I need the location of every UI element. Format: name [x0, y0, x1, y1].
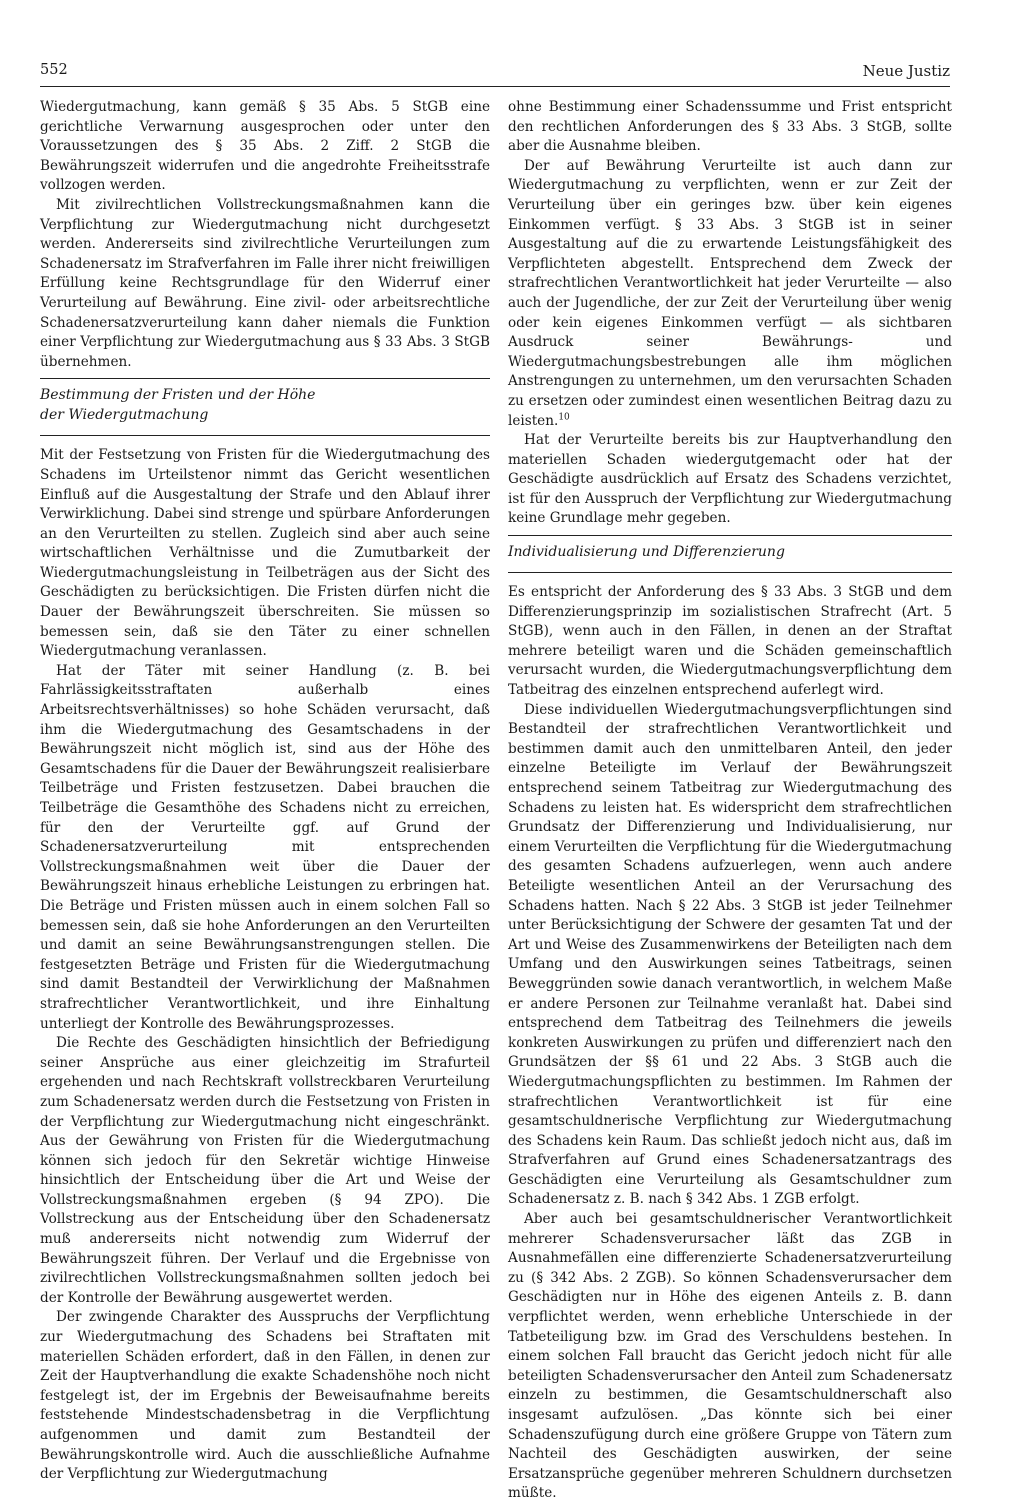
- section-heading-line: Individualisierung und Differenzierung: [508, 544, 785, 561]
- left-column: [40, 98, 490, 1485]
- paragraph: Hat der Täter mit seiner Handlung (z. B. bei Fahrlässigkeitsstraftaten außerhalb eines Arbeitsrechtsverhältnisses) so hohe Schäden verursacht, daß ihm die Wiedergutmachung des Gesamtschadens in der Bewährungszeit nicht möglich ist, sind aus der Höhe des Gesamtschadens für die Dauer der Bewährungszeit realisierbare Teilbeträge und Fristen festzusetzen. Dabei brauchen die Teilbeträge die Gesamthöhe des Schadens nicht zu erreichen, für den der Verurteilte ggf. auf Grund der Schadenersatzverurteilung mit entsprechenden Vollstreckungsmaßnahmen weit über die Dauer der Bewährungszeit hinaus erhebliche Leistungen zu erbringen hat. Die Beträge und Fristen müssen auch in einem solchen Fall so bemessen sein, daß sie hohe Anforderungen an den Verurteilten und damit an seine Bewährungsanstrengungen stellen. Die festgesetzten Beträge und Fristen für die Wiedergutmachung sind damit Bestandteil der Verwirklichung der Maßnahmen strafrechtlicher Verantwortlichkeit, und ihre Einhaltung unterliegt der Kontrolle des Bewährungsprozesses.: [40, 662, 490, 1032]
- journal-title: Neue Justiz: [862, 62, 950, 80]
- paragraph: ohne Bestimmung einer Schadenssumme und Frist entspricht den rechtlichen Anforderungen des § 33 Abs. 3 StGB, sollte aber die Ausnahme bleiben.: [508, 99, 952, 155]
- paragraph: Aber auch bei gesamtschuldnerischer Verantwortlichkeit mehrerer Schadensverursacher läßt das ZGB in Ausnahmefällen eine differenzierte Schadenersatzverurteilung zu (§ 342 Abs. 2 ZGB). So können Schadensverursacher dem Geschädigten nur in Höhe des eigenen Anteils z. B. dann verpflichtet werden, wenn erhebliche Unterschiede in der Tatbeteiligung bzw. im Grad des Verschuldens bestehen. In einem solchen Fall braucht das Gericht jedoch nicht für alle beteiligten Schadensverursacher den Anteil zum Schadenersatz einzeln zu bestimmen, die Gesamtschuldnerschaft also insgesamt aufzulösen. „Das könnte sich bei einer Schadenszufügung durch eine größere Gruppe von Tätern zum Nachteil des Geschädigten auswirken, der seine Ersatzansprüche gegenüber mehreren Schuldnern durchsetzen müßte.: [508, 1211, 952, 1502]
- paragraph: Mit der Festsetzung von Fristen für die Wiedergutmachung des Schadens im Urteilstenor nimmt das Gericht wesentlichen Einfluß auf die Ausgestaltung der Strafe und den Ablauf ihrer Verwirklichung. Dabei sind strenge und spürbare Anforderungen an den Verurteilten zu stellen. Zugleich sind aber auch seine wirtschaftlichen Verhältnisse und die Zumutbarkeit der Wiedergutmachungsleistung in Teilbeträgen aus der Sicht des Geschädigten zu berücksichtigen. Die Fristen dürfen nicht die Dauer der Bewährungszeit überschreiten. Sie müssen so bemessen sein, daß sie den Täter zu einer schnellen Wiedergutmachung veranlassen.: [40, 447, 490, 660]
- section-heading-line-1: Bestimmung der Fristen und der Höhe: [40, 387, 316, 404]
- paragraph: Diese individuellen Wiedergutmachungsverpflichtungen sind Bestandteil der strafrechtlichen Verantwortlichkeit und bestimmen damit auch den unmittelbaren Anteil, den jeder einzelne Beteiligte im Verlauf der Bewährungszeit entsprechend seinem Tatbeitrag zur Wiedergutmachung des Schadens zu leisten hat. Es widerspricht dem strafrechtlichen Grundsatz der Differenzierung und Individualisierung, nur einem Verurteilten die Verpflichtung für die Wiedergutmachung des gesamten Schadens aufzuerlegen, wenn auch andere Beteiligte wesentlichen Anteil an der Verursachung des Schadens hatten. Nach § 22 Abs. 3 StGB ist jeder Teilnehmer unter Berücksichtigung der Schwere der gesamten Tat und der Art und Weise des Zusammenwirkens der Beteiligten nach dem Umfang und den Auswirkungen seines Tatbeitrags, seinen Beweggründen sowie danach verantwortlich, in welchem Maße er andere Personen zur Teilnahme veranlaßt hat. Dabei sind entsprechend dem Tatbeitrag des Teilnehmers die jeweils konkreten Auswirkungen zu prüfen und differenziert nach den Grundsätzen der §§ 61 und 22 Abs. 3 StGB auch die Wiedergutmachungspflichten zu bestimmen. Im Rahmen der strafrechtlichen Verantwortlichkeit ist für eine gesamtschuldnerische Verpflichtung zur Wiedergutmachung des Schadens kein Raum. Das schließt jedoch nicht aus, daß im Strafverfahren auf Grund eines Schadenersatzantrags des Geschädigten eine Verurteilung als Gesamtschuldner zum Schadenersatz z. B. nach § 342 Abs. 1 ZGB erfolgt.: [508, 701, 952, 1208]
- section-heading: [508, 535, 952, 573]
- paragraph: Die Rechte des Geschädigten hinsichtlich der Befriedigung seiner Ansprüche aus einer gleichzeitig im Strafurteil ergehenden und nach Rechtskraft vollstreckbaren Verurteilung zum Schadenersatz werden durch die Festsetzung von Fristen in der Verpflichtung zur Wiedergutmachung nicht eingeschränkt. Aus der Gewährung von Fristen für die Wiedergutmachung können sich jedoch für den Sekretär wichtige Hinweise hinsichtlich der Entscheidung über die Art und Weise der Vollstreckungsmaßnahmen ergeben (§ 94 ZPO). Die Vollstreckung aus der Entscheidung über den Schadenersatz muß andererseits nicht notwendig zum Widerruf der Bewährungszeit führen. Der Verlauf und die Ergebnisse von zivilrechtlichen Vollstreckungsmaßnahmen sollten jedoch bei der Kontrolle der Bewährung ausgewertet werden.: [40, 1035, 490, 1306]
- page-number: 552: [40, 62, 68, 78]
- right-column: [508, 98, 952, 1504]
- paragraph: Hat der Verurteilte bereits bis zur Hauptverhandlung den materiellen Schaden wiedergutgemacht oder hat der Geschädigte ausdrücklich auf Ersatz des Schadens verzichtet, ist für den Ausspruch der Verpflichtung zur Wiedergutmachung keine Grundlage mehr gegeben.: [508, 432, 952, 527]
- paragraph: Es entspricht der Anforderung des § 33 Abs. 3 StGB und dem Differenzierungsprinzip im sozialistischen Strafrecht (Art. 5 StGB), wenn auch in den Fällen, in denen an der Straftat mehrere beteiligt waren und die Schäden gemeinschaftlich verursacht wurden, die Wiedergutmachungsverpflichtung dem Tatbeitrag des einzelnen entsprechend auferlegt wird.: [508, 584, 952, 699]
- footnote-marker: 10: [558, 411, 570, 422]
- page-header: [40, 62, 950, 87]
- paragraph: Der zwingende Charakter des Ausspruchs der Verpflichtung zur Wiedergutmachung des Schadens bei Straftaten mit materiellen Schäden erfordert, daß in den Fällen, in denen zur Zeit der Hauptverhandlung die exakte Schadenshöhe noch nicht festgelegt ist, der im Ergebnis der Beweisaufnahme bereits feststehende Mindestschadensbetrag in die Verpflichtung aufgenommen und damit zum Bestandteil der Bewährungskontrolle wird. Auch die ausschließliche Aufnahme der Verpflichtung zur Wiedergutmachung: [40, 1309, 490, 1483]
- paragraph: Wiedergutmachung, kann gemäß § 35 Abs. 5 StGB eine gerichtliche Verwarnung ausgesprochen oder unter den Voraussetzungen des § 35 Abs. 2 Ziff. 2 StGB die Bewährungszeit widerrufen und die angedrohte Freiheitsstrafe vollzogen werden.: [40, 99, 490, 194]
- paragraph: Mit zivilrechtlichen Vollstreckungsmaßnahmen kann die Verpflichtung zur Wiedergutmachung nicht durchgesetzt werden. Andererseits sind zivilrechtliche Verurteilungen zum Schadenersatz im Strafverfahren im Falle ihrer nicht freiwilligen Erfüllung keine Rechtsgrundlage für den Widerruf einer Verurteilung auf Bewährung. Eine zivil- oder arbeitsrechtliche Schadenersatzverurteilung kann daher niemals die Funktion einer Verpflichtung zur Wiedergutmachung aus § 33 Abs. 3 StGB übernehmen.: [40, 196, 490, 370]
- paragraph-text: Der auf Bewährung Verurteilte ist auch dann zur Wiedergutmachung zu verpflichten, wenn er zur Zeit der Verurteilung über ein geringes bzw. über kein eigenes Einkommen verfügt. § 33 Abs. 3 StGB ist in seiner Ausgestaltung auf die zu erwartende Leistungsfähigkeit des Verpflichteten abgestellt. Entsprechend dem Zweck der strafrechtlichen Verantwortlichkeit hat jeder Verurteilte — also auch der Jugendliche, der zur Zeit der Verurteilung über wenig oder kein eigenes Einkommen verfügt — als sichtbaren Ausdruck seiner Bewährungs- und Wiedergutmachungsbestrebungen alle ihm möglichen Anstrengungen zu unternehmen, um den verursachten Schaden zu ersetzen oder zumindest einen wesentlichen Beitrag dazu zu leisten.: [508, 157, 952, 429]
- paragraph-with-footnote: [508, 157, 952, 431]
- section-heading: [40, 378, 490, 436]
- section-heading-line-2: der Wiedergutmachung: [40, 407, 209, 424]
